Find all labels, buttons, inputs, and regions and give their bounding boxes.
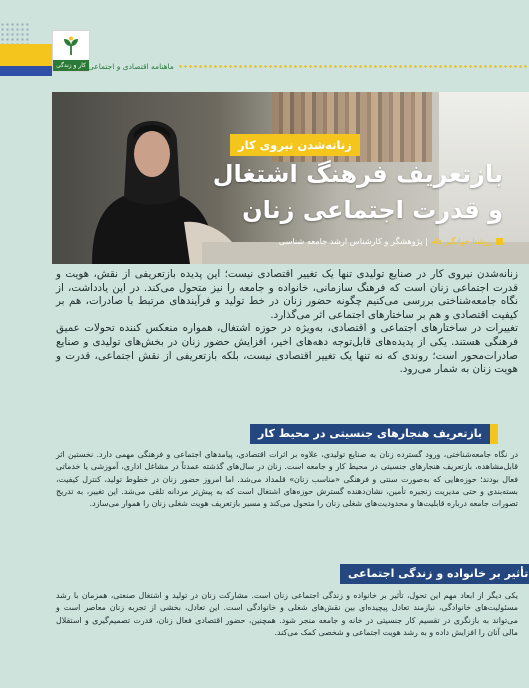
section-heading-1 bbox=[250, 424, 490, 444]
plant-logo-icon bbox=[60, 35, 82, 57]
header-blue-block bbox=[0, 66, 52, 76]
section-heading-2-text: تأثیر بر خانواده و زندگی اجتماعی bbox=[348, 567, 529, 580]
header-dotted-line bbox=[178, 64, 529, 69]
section-2-paragraph: یکی دیگر از ابعاد مهم این تحول، تأثیر بر خانواده و زندگی اجتماعی زنان است. مشارکت زنان در تولید و اشتغال صنعتی، همزمان با رشد مسئولیت‌های خانوادگی، نیازمند تعادل پیچیده‌ای بین نقش‌های شغلی و خانوادگی است. این تعادل، بخشی از تجربه زنان معاصر است و می‌تواند به بازنگری در تقسیم کار جنسیتی در خانه و جامعه منجر شود. همچنین، حضور اقتصادی فعال زنان، قدرت تصمیم‌گیری و استقلال مالی آنان را افزایش داده و به رشد هویت اجتماعی و شخصی کمک می‌کند. bbox=[56, 591, 518, 637]
article-title-line2: و قدرت اجتماعی زنان bbox=[242, 196, 503, 224]
woman-portrait-illustration bbox=[72, 102, 232, 264]
intro-paragraph-1: زنانه‌شدن نیروی کار در صنایع تولیدی تنها یک تغییر اقتصادی نیست؛ این پدیده بازتعریفی از نقش، هویت و قدرت اجتماعی زنان است که فرهنگ سازمانی، خانواده و جامعه را نیز متحول می‌کند. در این یادداشت، از نگاه جامعه‌شناختی بررسی می‌کنیم چگونه حضور زنان در خط تولید و فرآیندهای مرتبط با صادرات، هم بر کیفیت اقتصادی و هم بر ساختارهای اجتماعی اثر می‌گذارد. bbox=[56, 268, 518, 321]
article-title-line1: بازتعریف فرهنگ اشتغال bbox=[212, 160, 503, 188]
intro-paragraph-2: تغییرات در ساختارهای اجتماعی و اقتصادی، به‌ویژه در حوزه اشتغال، همواره منعکس کننده تحولات عمیق فرهنگی هستند. یکی از پدیده‌های قابل‌توجه دهه‌های اخیر، افزایش حضور زنان در بخش‌های تولیدی و صنایع صادرات‌محور است؛ روندی که نه تنها یک تغییر اقتصادی نیست، بلکه بازتعریفی از نقش اجتماعی، قدرت و هویت زنان به شمار می‌رود. bbox=[56, 322, 518, 376]
magazine-title: ماهنامه اقتصادی و اجتماعی bbox=[88, 62, 174, 71]
article-intro bbox=[56, 268, 518, 377]
section-1-paragraph: در نگاه جامعه‌شناختی، ورود گسترده زنان به صنایع تولیدی، علاوه بر اثرات اقتصادی، پیامدهای اجتماعی و فرهنگی مهمی دارد. نخستین اثر قابل‌مشاهده، بازتعریف هنجارهای جنسیتی در محیط کار و جامعه است. زنان در سال‌های گذشته عمدتاً در مشاغل اداری، آموزشی یا خدماتی فعال بودند؛ حوزه‌هایی که به‌صورت سنتی و فرهنگی «مناسب زنان» قلمداد می‌شد. اما امروز حضور زنان در خطوط تولید، کنترل کیفیت، بسته‌بندی و حتی مدیریت زنجیره تأمین، نشان‌دهنده گسترش حوزه‌های اشتغال است که به پیش‌تر مردانه تلقی می‌شد. این تغییر، به تدریج تصورات جامعه درباره قابلیت‌ها و محدودیت‌های شغلی زنان را متحول می‌کند و مسیر بازتعریف هویت شغلی زنان را هموار می‌سازد. bbox=[56, 450, 518, 509]
magazine-logo bbox=[52, 30, 90, 72]
author-marker-icon bbox=[496, 238, 503, 245]
header-yellow-block bbox=[0, 44, 52, 66]
author-role: | پژوهشگر و کارشناس ارشد جامعه شناسی bbox=[278, 236, 428, 246]
author-line bbox=[279, 236, 503, 246]
section-heading-2 bbox=[340, 564, 529, 584]
logo-text: کار و زندگی bbox=[53, 60, 89, 71]
section-heading-1-text: بازتعریف هنجارهای جنسیتی در محیط کار bbox=[258, 427, 483, 440]
article-kicker: زنانه‌شدن نیروی کار bbox=[230, 134, 360, 156]
section-heading-accent bbox=[490, 424, 498, 444]
header-dot-pattern bbox=[0, 22, 30, 44]
author-name: روشنا جهانگیر فام bbox=[430, 236, 492, 246]
